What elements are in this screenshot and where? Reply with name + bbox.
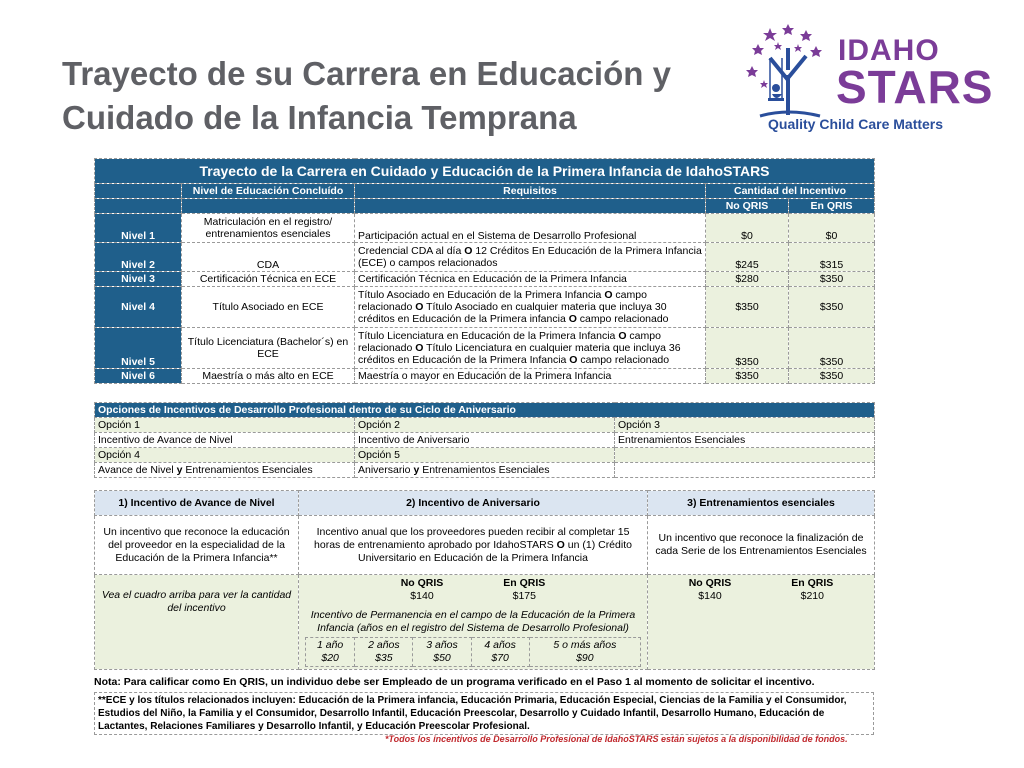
training-no-qris: $140	[698, 590, 722, 602]
requirements-cell: Título Asociado en Educación de la Primera Infancia O campo relacionado O Título Asociado en cualquier materia que incluya 30 créditos en Educación de la Primera infancia O campo relacionado	[355, 287, 706, 328]
page-title	[62, 52, 702, 140]
no-qris-cell: $350	[706, 369, 789, 384]
tenure-cell: 2 años $35	[355, 638, 413, 667]
col-en-qris: En QRIS	[789, 199, 875, 214]
career-path-table	[94, 158, 875, 384]
table-row	[95, 418, 875, 433]
options-table	[94, 402, 875, 478]
tenure-cell: 5 o más años $90	[529, 638, 640, 667]
logo-word-idaho: IDAHO	[838, 34, 940, 67]
option-label: Opción 1	[95, 418, 355, 433]
en-qris-cell: $350	[789, 272, 875, 287]
option-value: Avance de Nivel y Entrenamientos Esenciales	[95, 463, 355, 478]
table-row	[95, 433, 875, 448]
no-qris-cell: $280	[706, 272, 789, 287]
essential-training-amounts	[648, 575, 875, 670]
option-label: Opción 4	[95, 448, 355, 463]
no-qris-label: No QRIS	[688, 577, 732, 589]
option-value: Entrenamientos Esenciales	[615, 433, 875, 448]
see-chart-note: Vea el cuadro arriba para ver la cantidad del incentivo	[95, 575, 299, 670]
col-incentive-amount: Cantidad del Incentivo	[706, 184, 875, 199]
no-qris-cell: $0	[706, 214, 789, 243]
logo-word-stars: STARS	[836, 61, 994, 113]
education-cell: Título Asociado en ECE	[182, 287, 355, 328]
tenure-title: Incentivo de Permanencia en el campo de la Educación de la Primera Infancia (años en el registro del Sistema de Desarrollo Profesional)	[310, 609, 636, 634]
incentive-desc-2: Incentivo anual que los proveedores pueden recibir al completar 15 horas de entrenamiento aprobado por IdahoSTARS O un (1) Crédito Universitario en Educación de la Primera Infancia	[299, 516, 648, 575]
requirements-cell: Participación actual en el Sistema de Desarrollo Profesional	[355, 214, 706, 243]
no-qris-cell: $350	[706, 287, 789, 328]
page-title-line2: Cuidado de la Infancia Temprana	[62, 99, 577, 136]
level-label: Nivel 6	[95, 369, 182, 384]
incentive-desc-3: Un incentivo que reconoce la finalización de cada Serie de los Entrenamientos Esenciales	[648, 516, 875, 575]
tenure-cell: 1 año $20	[306, 638, 355, 667]
incentive-desc-1: Un incentivo que reconoce la educación del proveedor en la especialidad de la Educación de la Primera Infancia**	[95, 516, 299, 575]
level-label: Nivel 1	[95, 214, 182, 243]
en-qris-label: En QRIS	[791, 577, 834, 589]
incentive-header-1: 1) Incentivo de Avance de Nivel	[95, 491, 299, 516]
table-row	[95, 272, 875, 287]
en-qris-label: En QRIS	[503, 577, 546, 589]
table-row	[95, 369, 875, 384]
education-cell: Certificación Técnica en ECE	[182, 272, 355, 287]
tenure-cell: 4 años $70	[471, 638, 529, 667]
requirements-cell: Certificación Técnica en Educación de la Primera Infancia	[355, 272, 706, 287]
options-table-title: Opciones de Incentivos de Desarrollo Profesional dentro de su Ciclo de Aniversario	[95, 403, 875, 418]
table-row	[95, 287, 875, 328]
option-label: Opción 5	[355, 448, 615, 463]
en-qris-cell: $350	[789, 328, 875, 369]
anniversary-no-qris: $140	[410, 590, 434, 602]
training-en-qris: $210	[800, 590, 824, 602]
table-row	[95, 243, 875, 272]
table-row	[95, 214, 875, 243]
level-label: Nivel 2	[95, 243, 182, 272]
col-no-qris: No QRIS	[706, 199, 789, 214]
no-qris-cell: $245	[706, 243, 789, 272]
option-value: Incentivo de Avance de Nivel	[95, 433, 355, 448]
en-qris-cell: $0	[789, 214, 875, 243]
funding-footnote: *Todos los incentivos de Desarrollo Profesional de IdahoSTARS están sujetos a la disponibilidad de fondos.	[385, 734, 848, 744]
tenure-cell: 3 años $50	[413, 638, 471, 667]
career-table-title: Trayecto de la Carrera en Cuidado y Educación de la Primera Infancia de IdahoSTARS	[95, 159, 875, 184]
en-qris-cell: $350	[789, 287, 875, 328]
table-row	[95, 463, 875, 478]
anniversary-en-qris: $175	[512, 590, 536, 602]
table-row	[95, 328, 875, 369]
education-cell: CDA	[182, 243, 355, 272]
incentive-header-3: 3) Entrenamientos esenciales	[648, 491, 875, 516]
option-value: Aniversario y Entrenamientos Esenciales	[355, 463, 615, 478]
ece-definitions: **ECE y los títulos relacionados incluyen: Educación de la Primera infancia, Educación Primaria, Educación Especial, Ciencias de la Familia y el Consumidor, Estudios del Niño, la Familia y el Consumidor, Desarrollo Infantil, Educación Preescolar, Desarrollo y Cuidado Infantil, Desarrollo Humano, Educación de Lactantes, Relaciones Familiares y Desarrollo Infantil, y Educación Preescolar Profesional.	[94, 692, 874, 735]
level-label: Nivel 5	[95, 328, 182, 369]
logo-tagline: Quality Child Care Matters	[768, 116, 944, 132]
level-label: Nivel 4	[95, 287, 182, 328]
qris-note: Nota: Para calificar como En QRIS, un individuo debe ser Empleado de un programa verificado en el Paso 1 al momento de solicitar el incentivo.	[94, 676, 815, 688]
tree-stars-icon	[740, 20, 835, 120]
education-cell: Maestría o más alto en ECE	[182, 369, 355, 384]
incentives-table	[94, 490, 875, 670]
option-label: Opción 2	[355, 418, 615, 433]
col-education-level: Nivel de Educación Concluído	[182, 184, 355, 199]
education-cell: Matriculación en el registro/ entrenamientos esenciales	[182, 214, 355, 243]
requirements-cell: Credencial CDA al día O 12 Créditos En Educación de la Primera Infancia (ECE) o campos relacionados	[355, 243, 706, 272]
no-qris-label: No QRIS	[400, 577, 444, 589]
page-title-line1: Trayecto de su Carrera en Educación y	[62, 55, 671, 92]
tenure-table	[305, 637, 641, 667]
no-qris-cell: $350	[706, 328, 789, 369]
requirements-cell: Título Licenciatura en Educación de la Primera Infancia O campo relacionado O Título Licenciatura en cualquier materia que incluya 36 créditos en Educación de la Primera Infancia O campo relacionado	[355, 328, 706, 369]
col-requirements: Requisitos	[355, 184, 706, 199]
idahostars-logo	[740, 20, 994, 140]
anniversary-amounts	[299, 575, 648, 670]
incentive-header-2: 2) Incentivo de Aniversario	[299, 491, 648, 516]
option-value: Incentivo de Aniversario	[355, 433, 615, 448]
requirements-cell: Maestría o mayor en Educación de la Primera Infancia	[355, 369, 706, 384]
education-cell: Título Licenciatura (Bachelor´s) en ECE	[182, 328, 355, 369]
option-label: Opción 3	[615, 418, 875, 433]
level-label: Nivel 3	[95, 272, 182, 287]
en-qris-cell: $350	[789, 369, 875, 384]
en-qris-cell: $315	[789, 243, 875, 272]
table-row	[95, 448, 875, 463]
